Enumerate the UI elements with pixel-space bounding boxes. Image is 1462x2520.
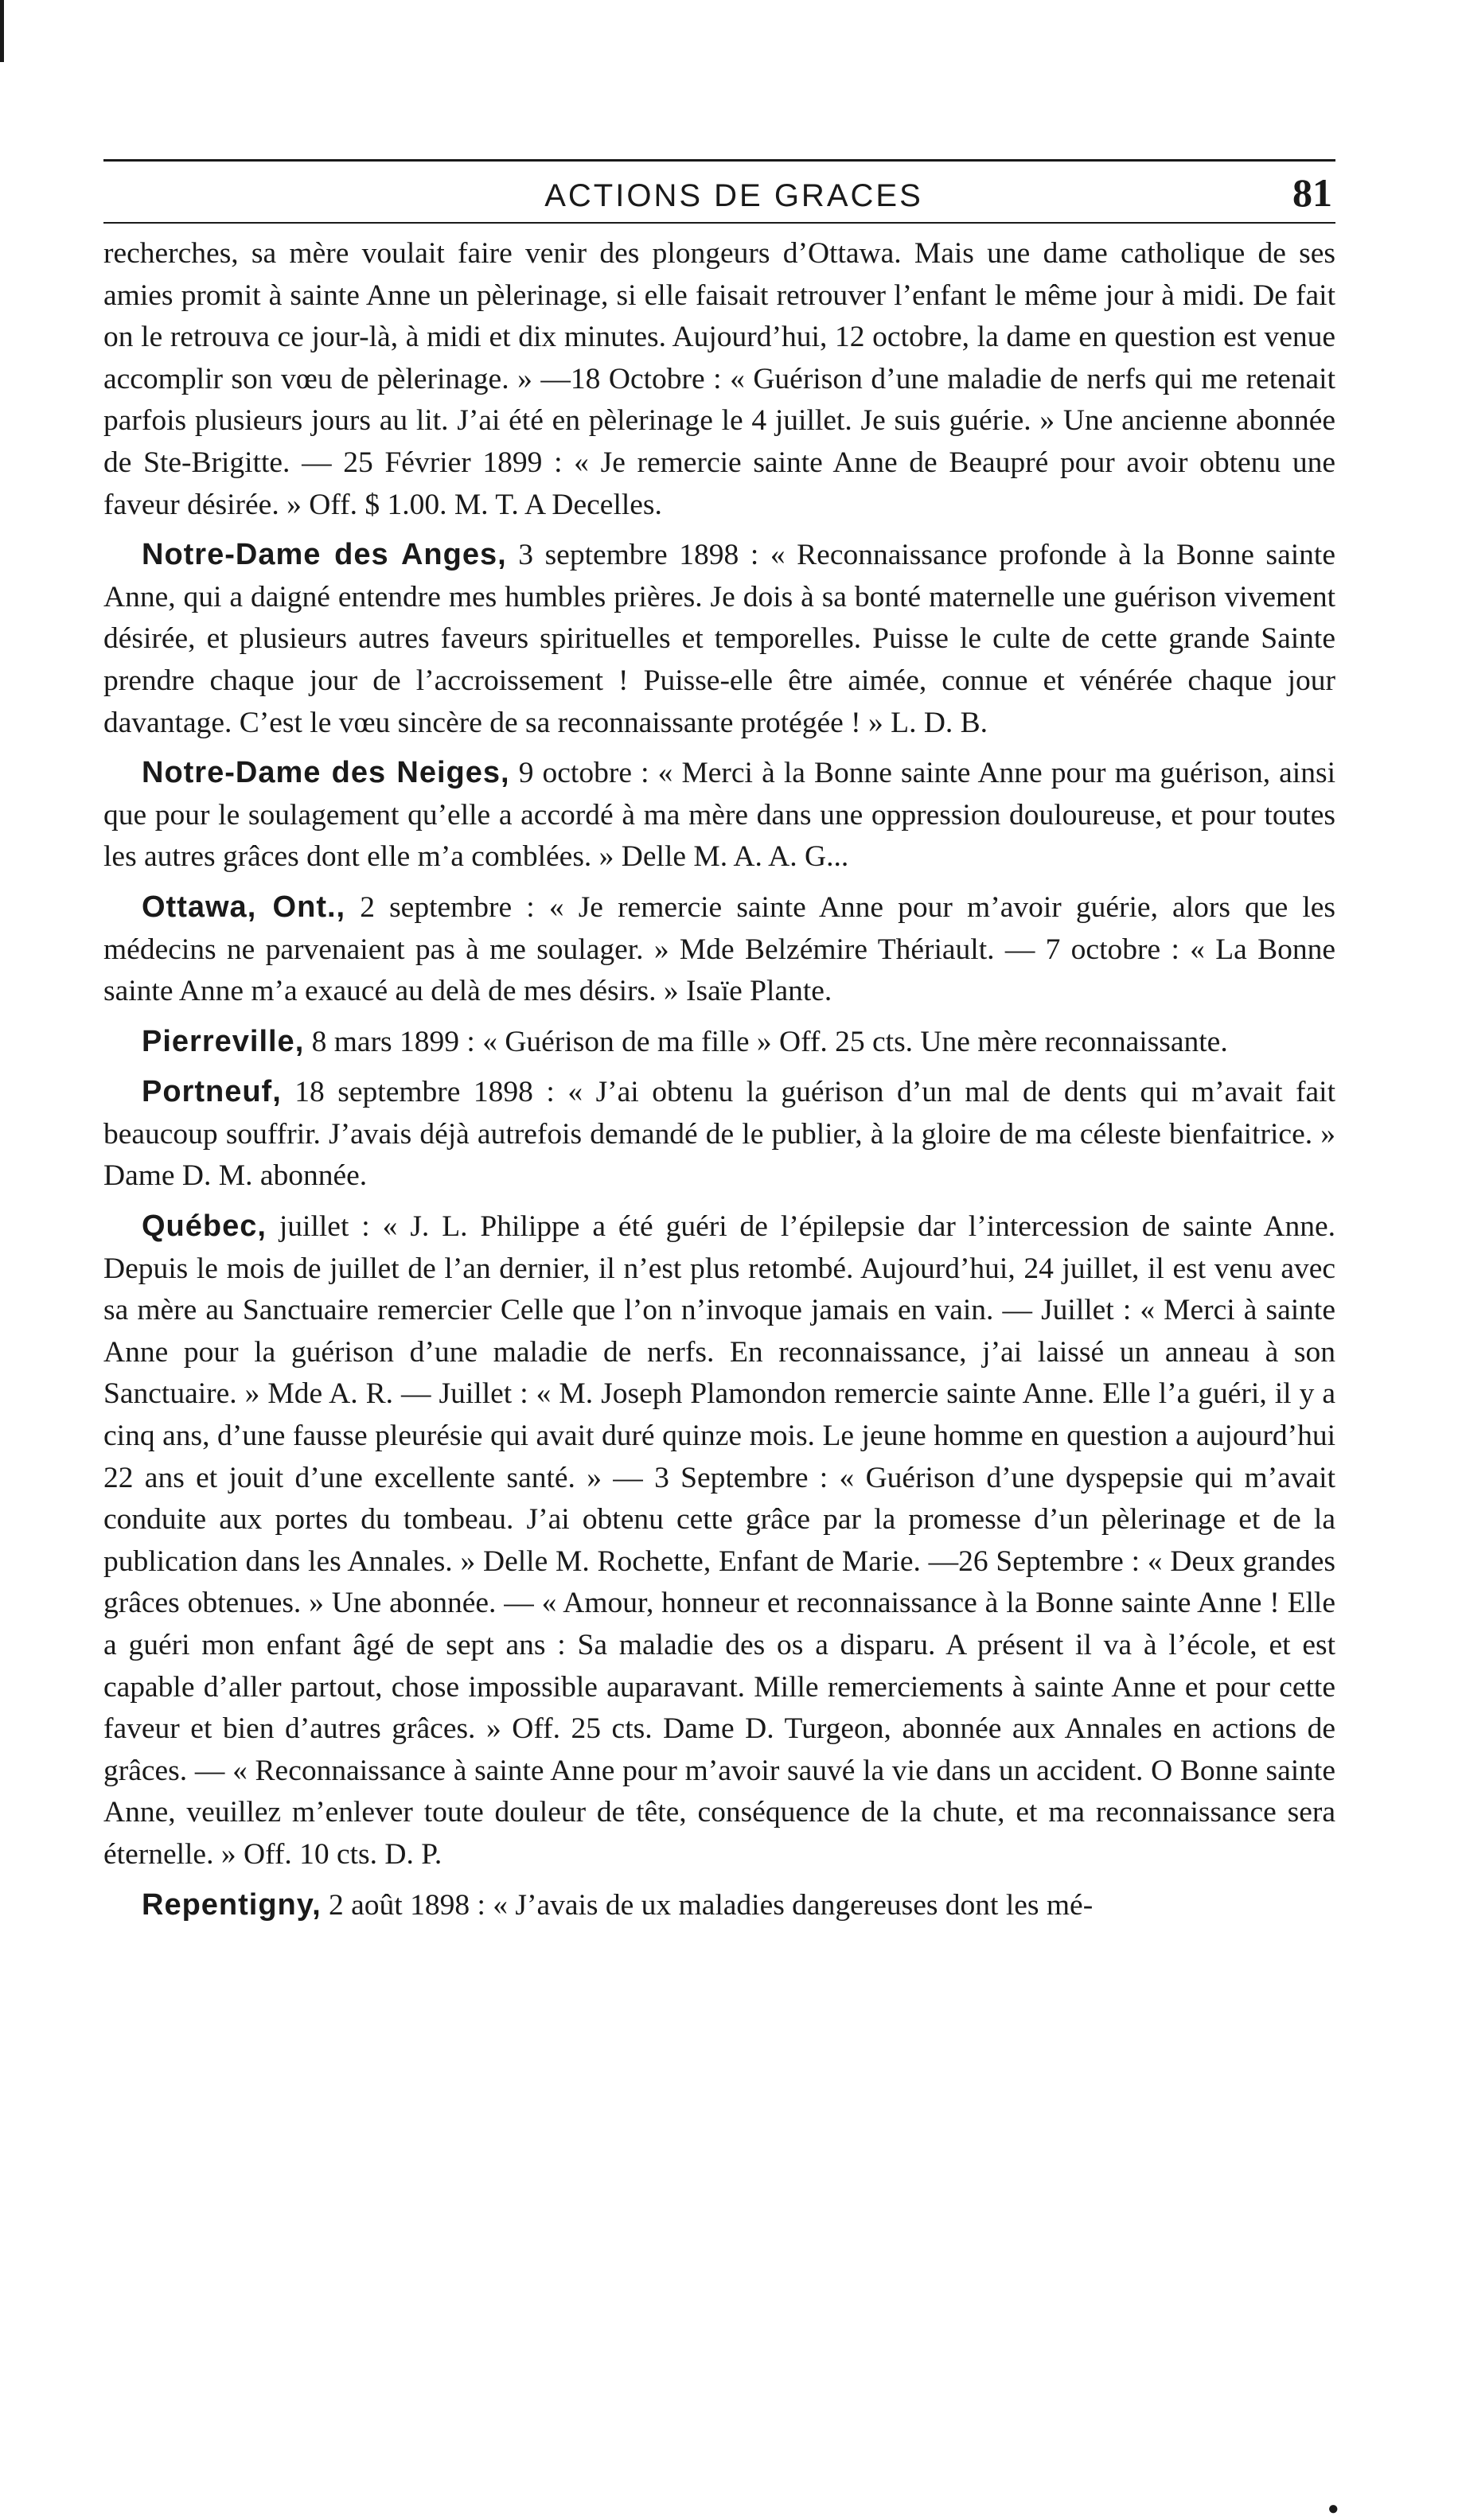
printer-mark: ● — [1327, 2499, 1339, 2519]
margin-rule — [0, 0, 4, 62]
paragraph-text: 8 mars 1899 : « Guérison de ma fille » Off. 25 cts. Une mère reconnaissante. — [304, 1025, 1228, 1058]
paragraph-entry — [103, 752, 1335, 878]
paragraph-entry — [103, 1021, 1335, 1064]
paragraph-text: juillet : « J. L. Philippe a été guéri de l’épilepsie dar l’intercession de sainte Anne. Depuis le mois de juillet de l’an dernier, il n’est plus retombé. Aujourd’hui, 24 juillet, il est venu avec sa mère au Sanctuaire remercier Celle que l’on n’invoque jamais en vain. — Juillet : « Merci à sainte Anne pour la guérison d’une maladie de nerfs. En reconnaissance, j’ai laissé un anneau à son Sanctuaire. » Mde A. R. — Juillet : « M. Joseph Plamondon remercie sainte Anne. Elle l’a guéri, il y a cinq ans, d’une fausse pleurésie qui avait duré quinze mois. Le jeune homme en question a aujourd’hui 22 ans et jouit d’une excellente santé. » — 3 Septembre : « Guérison d’une dyspepsie qui m’avait conduite aux portes du tombeau. J’ai obtenu cette grâce par la promesse d’un pèlerinage et de la publication dans les Annales. » Delle M. Rochette, Enfant de Marie. —26 Septembre : « Deux grandes grâces obtenues. » Une abonnée. — « Amour, honneur et reconnaissance à la Bonne sainte Anne ! Elle a guéri mon enfant âgé de sept ans : Sa maladie des os a disparu. A présent il va à l’école, et est capable d’aller partout, chose impossible auparavant. Mille remerciements à sainte Anne et pour cette faveur et bien d’autres grâces. » Off. 25 cts. Dame D. Turgeon, abonnée aux Annales en actions de grâces. — « Reconnaissance à sainte Anne pour m’avoir sauvé la vie dans un accident. O Bonne sainte Anne, veuillez m’enlever toute douleur de tête, conséquence de la chute, et ma reconnaissance sera éternelle. » Off. 10 cts. D. P. — [103, 1210, 1335, 1871]
place-name: Portneuf, — [142, 1075, 282, 1109]
paragraph-entry — [103, 886, 1335, 1013]
paragraph-text: 3 septembre 1898 : « Reconnaissance profonde à la Bonne sainte Anne, qui a daigné entendre mes humbles prières. Je dois à sa bonté maternelle une guérison vivement désirée, et plusieurs autres faveurs spirituelles et temporelles. Puisse le culte de cette grande Sainte prendre chaque jour de l’accroissement ! Puisse-elle être aimée, connue et vénérée chaque jour davantage. C’est le vœu sincère de sa reconnaissante protégée ! » L. D. B. — [103, 539, 1335, 739]
paragraph-text: 18 septembre 1898 : « J’ai obtenu la guérison d’un mal de dents qui m’avait fait beaucoup souffrir. J’avais déjà autrefois demandé de le publier, à la gloire de ma céleste bienfaitrice. » Dame D. M. abonnée. — [103, 1076, 1335, 1193]
page-body — [103, 233, 1335, 1926]
running-head: ACTIONS DE GRACES — [544, 178, 923, 213]
paragraph-entry — [103, 534, 1335, 744]
paragraph-text: 2 août 1898 : « J’avais de ux maladies dangereuses dont les mé- — [321, 1888, 1094, 1922]
header-bottom-rule — [103, 222, 1335, 224]
page-header — [103, 162, 1335, 220]
paragraph-text: 2 septembre : « Je remercie sainte Anne pour m’avoir guérie, alors que les médecins ne parvenaient pas à me soulager. » Mde Belzémire Thériault. — 7 octobre : « La Bonne sainte Anne m’a exaucé au delà de mes désirs. » Isaïe Plante. — [103, 890, 1335, 1008]
paragraph-text: 9 octobre : « Merci à la Bonne sainte Anne pour ma guérison, ainsi que pour le soulagement qu’elle a accordé à ma mère dans une oppression douloureuse, et pour toutes les autres grâces dont elle m’a comblées. » Delle M. A. A. G... — [103, 757, 1335, 874]
place-name: Notre-Dame des Anges, — [142, 538, 507, 572]
page-number: 81 — [1292, 170, 1332, 215]
paragraph-entry — [103, 1205, 1335, 1876]
paragraph-text: recherches, sa mère voulait faire venir des plongeurs d’Ottawa. Mais une dame catholique de ses amies promit à sainte Anne un pèlerinage, si elle faisait retrouver l’enfant le même jour à midi. De fait on le retrouva ce jour-là, à midi et dix minutes. Aujourd’hui, 12 octobre, la dame en question est venue accomplir son vœu de pèlerinage. » —18 Octobre : « Guérison d’une maladie de nerfs qui me retenait parfois plusieurs jours au lit. J’ai été en pèlerinage le 4 juillet. Je suis guérie. » Une ancienne abonnée de Ste-Brigitte. — 25 Février 1899 : « Je remercie sainte Anne de Beaupré pour avoir obtenu une faveur désirée. » Off. $ 1.00. M. T. A Decelles. — [103, 237, 1335, 521]
paragraph-entry — [103, 1884, 1335, 1927]
place-name: Notre-Dame des Neiges, — [142, 756, 510, 790]
place-name: Ottawa, Ont., — [142, 890, 346, 924]
place-name: Pierreville, — [142, 1024, 305, 1058]
paragraph-continuation — [103, 233, 1335, 526]
page — [103, 159, 1335, 1934]
place-name: Repentigny, — [142, 1887, 322, 1922]
place-name: Québec, — [142, 1209, 267, 1244]
paragraph-entry — [103, 1071, 1335, 1198]
